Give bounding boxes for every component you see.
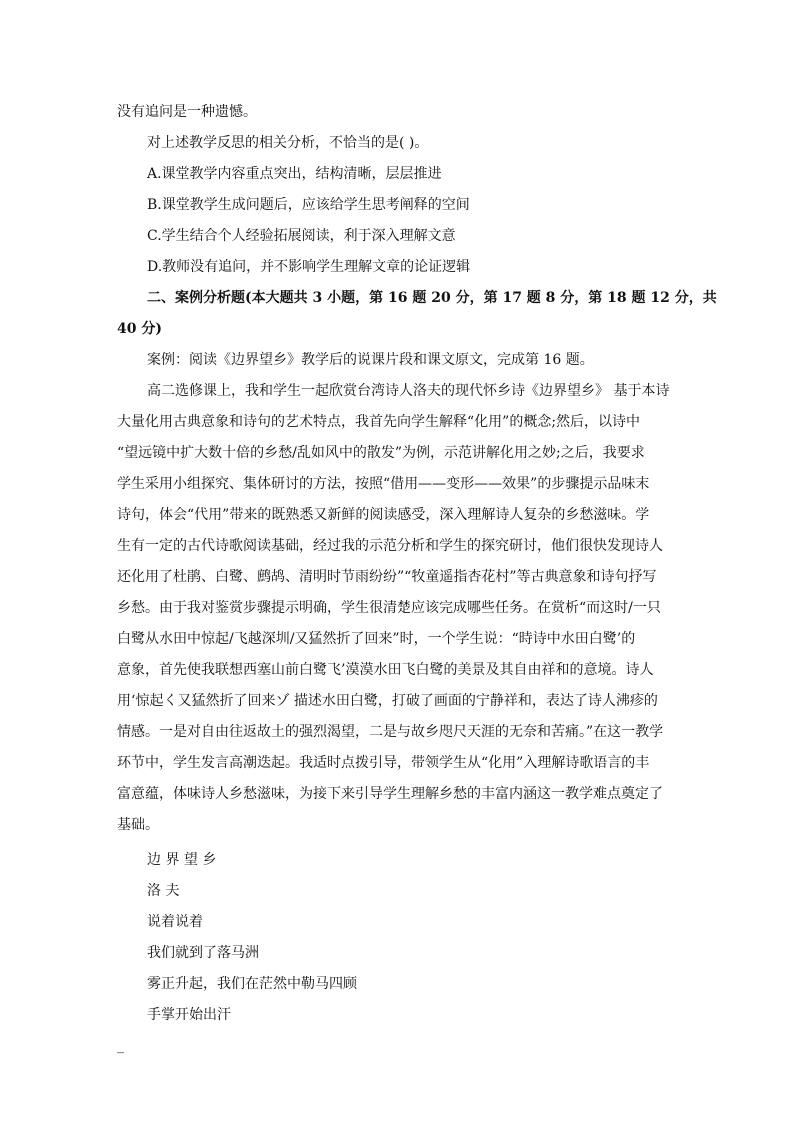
- section-heading-line: 40 分): [117, 321, 162, 337]
- passage-line: 学生采用小组探究、集体研讨的方法，按照“借用——变形——效果”的步骤提示品味末: [117, 476, 650, 492]
- section-heading: [117, 283, 717, 345]
- case-passage: [117, 376, 717, 841]
- case-intro: 案例：阅读《边界望乡》教学后的说课片段和课文原文，完成第 16 题。: [147, 352, 594, 368]
- question-block: [117, 128, 717, 283]
- passage-line: 情感。一是对自由往返故土的强烈渴望，二是与故乡咫尺天涯的无奈和苦痛。”在这一教学: [117, 724, 664, 740]
- poem-line: 手掌开始出汗: [147, 1007, 231, 1023]
- option-a: A.课堂教学内容重点突出，结构清晰，层层推进: [147, 166, 442, 182]
- passage-line: 富意蕴，体味诗人乡愁滋味，为接下来引导学生理解乡愁的丰富内涵这一教学难点奠定了: [117, 786, 663, 802]
- passage-line: 乡愁。由于我对鉴赏步骤提示明确，学生很清楚应该完成哪些任务。在赏析“而这时/一只: [117, 600, 661, 616]
- passage-line: “望远镜中扩大数十倍的乡愁/乱如风中的散发”为例，示范讲解化用之妙;之后，我要求: [117, 445, 645, 461]
- page-content: [117, 97, 717, 1062]
- passage-line: 诗句，体会“代用”带来的既熟悉又新鲜的阅读感受，深入理解诗人复杂的乡愁滋味。学: [117, 507, 650, 523]
- option-d: D.教师没有追问，并不影响学生理解文章的论证逻辑: [147, 259, 471, 275]
- poem: [117, 845, 717, 1031]
- passage-line: 大量化用古典意象和诗句的艺术特点，我首先向学生解释“化用”的概念;然后，以诗中: [117, 414, 641, 430]
- passage-line: 用‘惊起く又猛然折了回来ゾ 描述水田白鹭，打破了画面的宁静祥和，表达了诗人沸疹的: [117, 693, 658, 709]
- passage-line: 白鹭从水田中惊起/飞越深圳/又猛然折了回来”时，一个学生说：“時诗中水田白鹭’的: [117, 631, 636, 647]
- continuation-text: 没有追问是一种遗憾。: [117, 104, 257, 120]
- passage-line: 还化用了杜鹃、白鹭、鹧鸪、清明时节雨纷纷”“牧童遥指杏花村”等古典意象和诗句抒写: [117, 569, 657, 585]
- poem-line: 说着说着: [147, 914, 203, 930]
- passage-line: 意象，首先使我联想西塞山前白鹭飞’漠漠水田飞白鹭的美景及其自由祥和的意境。诗人: [117, 662, 654, 678]
- passage-line: 环节中，学生发言高潮迭起。我适时点拨引导，带领学生从“化用”入理解诗歌语言的丰: [117, 755, 650, 771]
- poem-line: 雾正升起，我们在茫然中勒马四顾: [147, 976, 357, 992]
- passage-line: 生有一定的古代诗歌阅读基础，经过我的示范分析和学生的探究研讨，他们很快发现诗人: [117, 538, 663, 554]
- question-stem: 对上述教学反思的相关分析，不恰当的是( )。: [147, 135, 429, 151]
- section-heading-line: 二、案例分析题(本大题共 3 小题，第 16 题 20 分，第 17 题 8 分，第 18 题 12 分，共: [147, 290, 717, 306]
- poem-line: 我们就到了落马洲: [147, 945, 259, 961]
- passage-line: 基础。: [117, 817, 159, 833]
- option-c: C.学生结合个人经验拓展阅读，利于深入理解文意: [147, 228, 456, 244]
- passage-line: 高二选修课上，我和学生一起欣赏台湾诗人洛夫的现代怀乡诗《边界望乡》 基于本诗: [147, 383, 670, 399]
- footer-mark: _: [117, 1038, 124, 1054]
- option-b: B.课堂教学生成问题后，应该给学生思考阐释的空间: [147, 197, 470, 213]
- poem-title: 边 界 望 乡: [147, 852, 217, 868]
- poem-author: 洛 夫: [147, 883, 180, 899]
